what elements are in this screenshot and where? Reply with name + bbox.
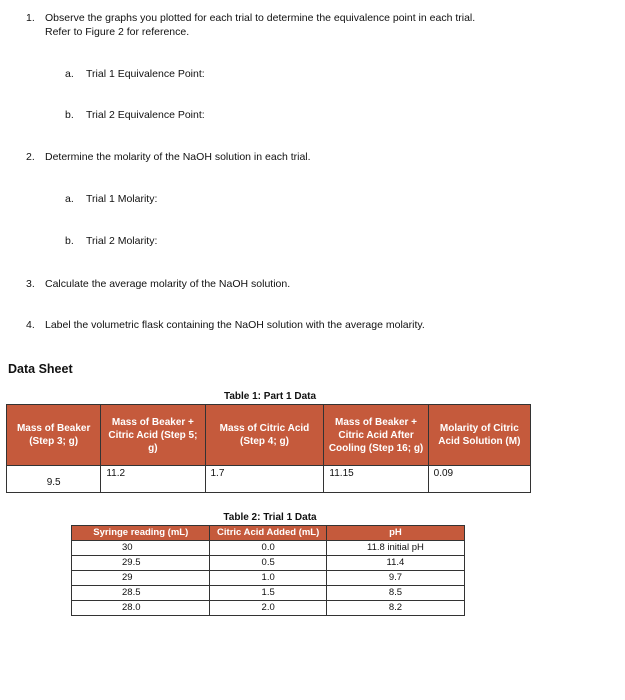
table-row <box>72 571 465 586</box>
table-row <box>72 601 465 616</box>
table2-cell: 11.4 <box>326 556 464 571</box>
table2-cell: 1.0 <box>210 571 326 586</box>
table2-cell: 8.2 <box>326 601 464 616</box>
table2-caption: Table 2: Trial 1 Data <box>223 512 317 523</box>
question-number: 3. <box>26 278 35 290</box>
table2-cell: 29.5 <box>72 556 210 571</box>
sub-question-text: Trial 1 Molarity: <box>86 193 158 205</box>
data-sheet-title: Data Sheet <box>8 362 73 376</box>
table2-cell: 30 <box>72 541 210 556</box>
question-text: Observe the graphs you plotted for each trial to determine the equivalence point in each trial. <box>45 12 476 24</box>
question-number: 2. <box>26 151 35 163</box>
table2-cell: 1.5 <box>210 586 326 601</box>
table1-header-cell: Molarity of Citric Acid Solution (M) <box>428 405 530 466</box>
table1-header-cell: Mass of Citric Acid (Step 4; g) <box>205 405 324 466</box>
question-number: 1. <box>26 12 35 24</box>
question-text: Determine the molarity of the NaOH solution in each trial. <box>45 151 311 163</box>
question-text: Label the volumetric flask containing the NaOH solution with the average molarity. <box>45 319 425 331</box>
sub-label: a. <box>65 193 74 205</box>
table2 <box>71 525 465 616</box>
table1-caption: Table 1: Part 1 Data <box>223 391 317 402</box>
table1-header-cell: Mass of Beaker + Citric Acid After Cooling (Step 16; g) <box>324 405 428 466</box>
table2-cell: 28.5 <box>72 586 210 601</box>
question-1 <box>26 11 35 25</box>
question-text-continued: Refer to Figure 2 for reference. <box>45 26 190 38</box>
table2-header-cell: Syringe reading (mL) <box>72 526 210 541</box>
table1-value-cell: 1.7 <box>205 466 324 493</box>
table2-cell: 0.5 <box>210 556 326 571</box>
table-row <box>72 556 465 571</box>
table1-value-cell: 11.15 <box>324 466 428 493</box>
table2-header-cell: Citric Acid Added (mL) <box>210 526 326 541</box>
sub-question-text: Trial 1 Equivalence Point: <box>86 68 205 80</box>
table1 <box>6 404 531 493</box>
table2-cell: 9.7 <box>326 571 464 586</box>
sub-label: a. <box>65 68 74 80</box>
question-1-text <box>45 11 615 39</box>
table2-header-cell: pH <box>326 526 464 541</box>
table2-cell: 2.0 <box>210 601 326 616</box>
table1-value-cell: 9.5 <box>7 466 101 493</box>
sub-question-text: Trial 2 Equivalence Point: <box>86 109 205 121</box>
sub-question-text: Trial 2 Molarity: <box>86 235 158 247</box>
table2-cell: 8.5 <box>326 586 464 601</box>
table1-value-cell: 11.2 <box>101 466 205 493</box>
table2-cell: 29 <box>72 571 210 586</box>
table2-cell: 11.8 initial pH <box>326 541 464 556</box>
table1-header-cell: Mass of Beaker + Citric Acid (Step 5; g) <box>101 405 205 466</box>
table-row <box>72 541 465 556</box>
question-text: Calculate the average molarity of the NaOH solution. <box>45 278 291 290</box>
table1-header-cell: Mass of Beaker (Step 3; g) <box>7 405 101 466</box>
question-number: 4. <box>26 319 35 331</box>
sub-label: b. <box>65 109 74 121</box>
table1-value-cell: 0.09 <box>428 466 530 493</box>
table2-cell: 28.0 <box>72 601 210 616</box>
sub-label: b. <box>65 235 74 247</box>
table2-cell: 0.0 <box>210 541 326 556</box>
table-row <box>72 586 465 601</box>
